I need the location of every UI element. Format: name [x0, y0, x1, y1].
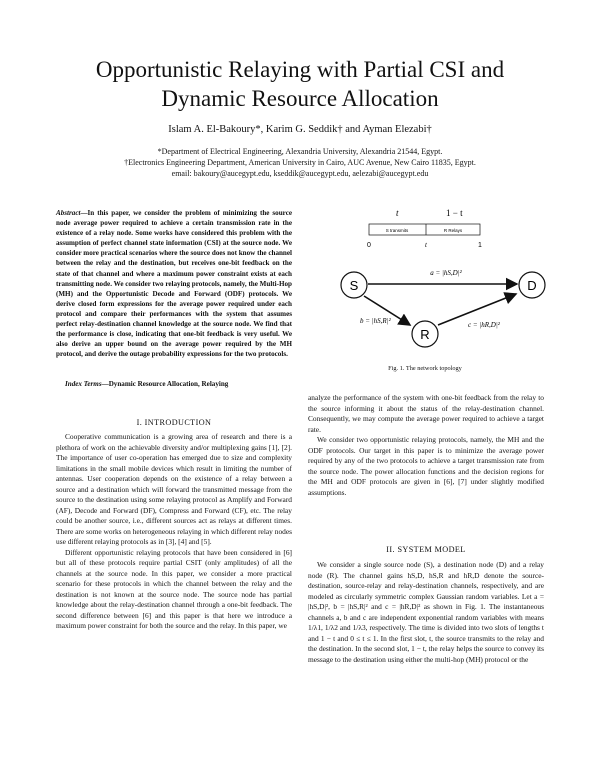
introduction-body — [56, 432, 292, 632]
time-axis-1: 1 — [478, 242, 482, 249]
network-topology-figure — [300, 203, 550, 363]
source-node-label: S — [349, 278, 359, 293]
time-axis-0: 0 — [367, 242, 371, 249]
abstract — [56, 208, 292, 359]
source-transmits-label: S transmits — [385, 228, 409, 233]
section-heading-system-model: II. SYSTEM MODEL — [386, 545, 466, 554]
slot-t-label: t — [396, 208, 399, 218]
abstract-text: —In this paper, we consider the problem of minimizing the source node average power required to achieve a certain transmission rate in the existence of a relay node. Some works have considered this problem with the assumption of perfect channel state information (CSI) at the source node. We consider more practical scenarios where the source does not know the channel between the relay and the destination, but receives one-bit feedback on the state of that channel and where a maximum power constraint exists at each transmitting node. We consider two relaying protocols, namely, the Multi-Hop (MH) and the Opportunistic Decode and Forward (ODF) protocols. We derive closed form expressions for the average power required under each protocol and compare their performances with the system that assumes perfect relay-destination channel knowledge at the source node. We find that the performance is close, indicating that one-bit feedback is very useful. We also derive an upper bound on the average power required by the MH protocol, and derive the outage probability expressions for the two protocols. — [56, 209, 292, 359]
figure-caption: Fig. 1. The network topology — [388, 365, 462, 372]
author-list: Islam A. El-Bakoury*, Karim G. Seddik† and Ayman Elezabi† — [168, 124, 432, 135]
relay-relays-label: R Relays — [443, 228, 463, 233]
edge-c-label: c = |hR,D|² — [468, 321, 500, 329]
intro-paragraph-2: Different opportunistic relaying protocols that have been considered in [6] but all of these protocols require partial CSIT (only amplitudes) of all the channels at the source node. In this paper, we consider a more practical scenario for these protocols in which the channel between the relay and the destination is not known at the source node. The source node has partial knowledge about the relay-destination channel through a one-bit feedback. The second difference between [6] and this paper is that here we introduce a maximum power constraint for both the source and the relay. In this paper, we — [56, 547, 292, 630]
author-emails: email: bakoury@aucegypt.edu, kseddik@aucegypt.edu, aelezabi@aucegypt.edu — [171, 169, 429, 178]
title-line-2: Dynamic Resource Allocation — [161, 86, 439, 111]
index-terms — [56, 380, 292, 388]
title-line-1: Opportunistic Relaying with Partial CSI and — [95, 57, 505, 82]
system-model-paragraph: We consider a single source node (S), a destination node (D) and a relay node (R). The channel gains hS,D, hS,R and hR,D denote the source-destination, source-relay and relay-destination channels, respectively, and are modeled as circularly symmetric complex Gaussian random variables. Let a = |hS,D|², b = |hS,R|² and c = |hR,D|² as shown in Fig. 1. The instantaneous channels a, b and c are independent exponential random variables with means 1/λ1, 1/λ2 and 1/λ3, respectively. The time is divided into two slots of lengths t and 1 − t and 0 ≤ t ≤ 1. In the first slot, t, the source transmits to the relay and the destination. In the second slot, 1 − t, the relay helps the source to convey its message to the destination using either the multi-hop (MH) protocol or the — [308, 560, 544, 664]
relay-node-label: R — [420, 327, 430, 342]
right-paragraph-2: We consider two opportunistic relaying protocols, namely, the MH and the ODF protocols. Our target in this paper is to minimize the average power required by any of the two protocols to achieve a target transmission rate from the source node. The power allocation functions and the decision regions for the MH and ODF protocols are given in [6], [7] under slightly modified assumptions. — [308, 435, 544, 497]
destination-node-label: D — [527, 278, 537, 293]
affiliation-1: *Department of Electrical Engineering, Alexandria University, Alexandria 21544, Egypt. — [157, 147, 443, 156]
index-terms-text: —Dynamic Resource Allocation, Relaying — [101, 380, 229, 388]
edge-b-label: b = |hS,R|² — [360, 317, 391, 325]
slot-1-minus-t-label: 1 − t — [446, 208, 463, 218]
time-axis-t: t — [425, 241, 427, 249]
intro-paragraph-1: Cooperative communication is a growing area of research and there is a plethora of work on the achievable diversity and/or multiplexing gains [1], [2]. The importance of user co-operation has emerged due to size and complexity limitations in the small mobile devices which result in limiting the number of antennas. User cooperation depends on the existence of a relay between a source and a destination which will forward the transmitted message from the source to the destination using some relaying protocol as Amplify and Forward (AF), Decode and Forward (DF), Compress and Forward (CF), etc. The relay could be another source, i.e., different sources act as relays at different times. There are some works on heterogeneous relaying in which different relay nodes use different relaying protocols as in [3], [4] and [5]. — [56, 432, 292, 546]
section-heading-introduction: I. INTRODUCTION — [136, 418, 212, 427]
index-terms-lead: Index Terms — [65, 380, 102, 388]
right-column-intro-continued — [308, 393, 544, 498]
right-paragraph-1: analyze the performance of the system with one-bit feedback from the relay to the source informing it about the status of the relay-destination channel. Consequently, we may compute the average power required to achieve a target rate. — [308, 393, 544, 434]
system-model-body — [308, 560, 544, 665]
affiliation-2: †Electronics Engineering Department, American University in Cairo, AUC Avenue, New Cairo 11835, Egypt. — [124, 158, 476, 167]
edge-a-label: a = |hS,D|² — [430, 269, 462, 277]
abstract-lead: Abstract — [56, 209, 81, 217]
paper-title — [40, 55, 560, 113]
